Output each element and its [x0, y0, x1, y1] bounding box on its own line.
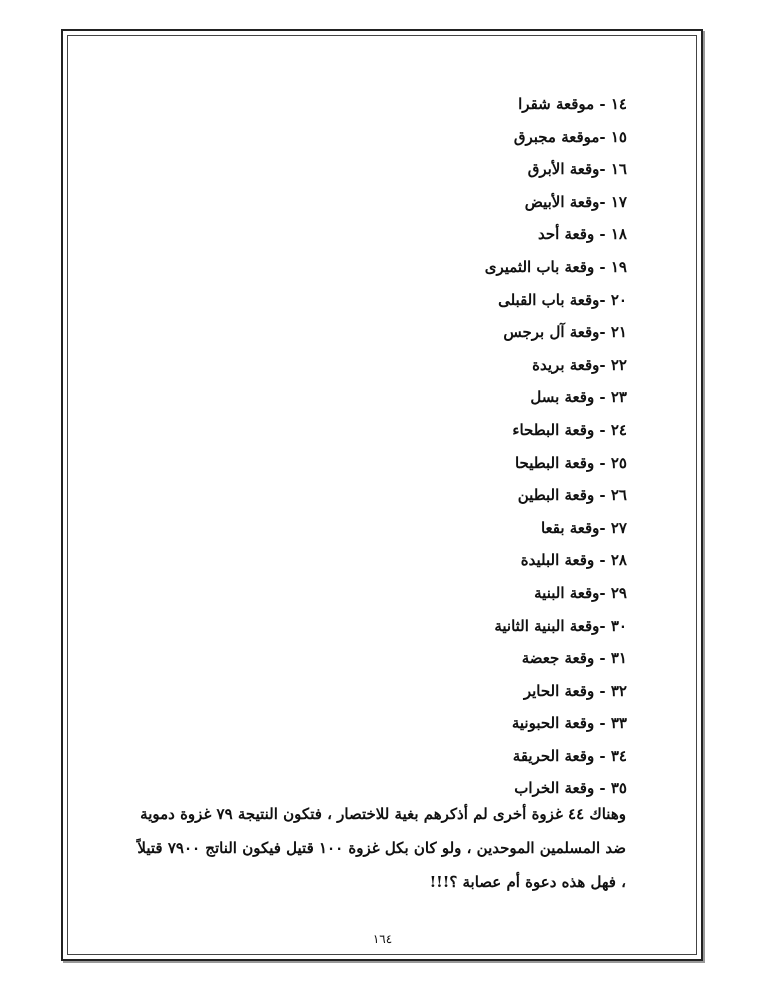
summary-paragraph — [137, 797, 626, 899]
list-item: ١٤ - موقعة شقرا — [518, 95, 627, 113]
list-item: ١٩ - وقعة باب الثميرى — [484, 257, 627, 276]
list-item: ٣٠ -وقعة البنية الثانية — [494, 616, 627, 635]
list-item: ٢١ -وقعة آل برجس — [503, 323, 627, 342]
list-item: ٢٩ -وقعة البنية — [534, 583, 627, 602]
list-item: ١٨ - وقعة أحد — [537, 225, 627, 244]
list-item: ٢٧ -وقعة بقعا — [540, 518, 627, 537]
list-item: ٢٨ - وقعة البليدة — [520, 551, 627, 570]
paragraph-line: ، فهل هذه دعوة أم عصابة ؟!!! — [429, 873, 626, 891]
list-item: ٣٣ - وقعة الحبونية — [511, 714, 627, 733]
list-item: ١٦ -وقعة الأبرق — [527, 160, 627, 179]
list-item: ١٧ -وقعة الأبيض — [524, 192, 627, 211]
battle-list — [485, 88, 627, 805]
paragraph-line: وهناك ٤٤ غزوة أخرى لم أذكرهم بغية للاختصار ، فتكون النتيجة ٧٩ غزوة دموية — [140, 805, 626, 823]
list-item: ٢٥ - وقعة البطيحا — [514, 453, 627, 472]
list-item: ٢٣ - وقعة بسل — [530, 388, 627, 407]
list-item: ٣٢ - وقعة الحاير — [523, 681, 627, 700]
list-item: ٢٤ - وقعة البطحاء — [512, 420, 627, 439]
list-item: ٢٦ - وقعة البطين — [517, 486, 627, 505]
page-number: ١٦٤ — [372, 932, 393, 946]
list-item: ٢٢ -وقعة بريدة — [532, 355, 627, 374]
list-item: ١٥ -موقعة مجبرق — [513, 127, 627, 146]
paragraph-line: ضد المسلمين الموحدين ، ولو كان بكل غزوة ١٠٠ قتيل فيكون الناتج ٧٩٠٠ قتيلاً — [137, 839, 626, 857]
list-item: ٣٤ - وقعة الحريقة — [512, 746, 627, 765]
list-item: ٢٠ -وقعة باب القبلى — [498, 290, 627, 309]
list-item: ٣٥ - وقعة الخراب — [514, 779, 627, 798]
list-item: ٣١ - وقعة جعضة — [521, 649, 627, 668]
